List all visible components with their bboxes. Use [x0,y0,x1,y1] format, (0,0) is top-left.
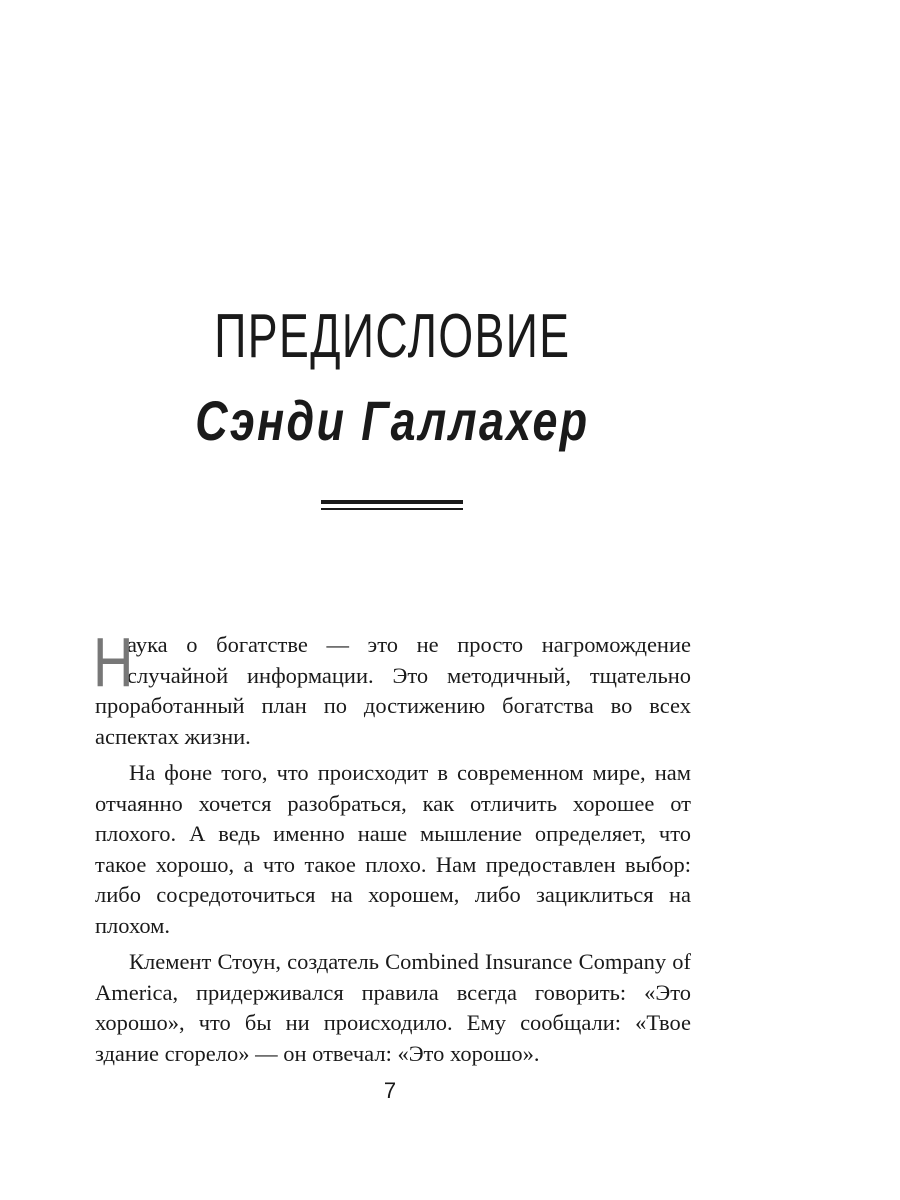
body-text [93,623,691,1075]
chapter-title: ПРЕДИСЛОВИЕ [214,302,571,371]
chapter-author: Сэнди Галлахер [195,389,590,452]
paragraph-3: Клемент Стоун, создатель Combined Insurance Company of America, придерживался правила всегда говорить: «Это хорошо», что бы ни происходило. Ему сообщали: «Твое здание сгорело» — он отвечал: «Это хорошо». [95,949,691,1066]
page-number: 7 [383,1078,397,1103]
drop-cap: Н [93,623,134,701]
paragraph-1-text: аука о богатстве — это не просто нагромождение случайной информации. Это методичный, тщательно проработанный план по достижению богатства во всех аспектах жизни. [95,632,691,749]
title-divider-thin [321,508,463,510]
paragraph-2: На фоне того, что происходит в современном мире, нам отчаянно хочется разобраться, как отличить хорошее от плохого. А ведь именно наше мышление определяет, что такое хорошо, а что такое плохо. Нам предоставлен выбор: либо сосредоточиться на хорошем, либо зациклиться на плохом. [95,760,691,938]
paragraph-1 [93,623,691,752]
title-divider-thick [321,500,463,504]
